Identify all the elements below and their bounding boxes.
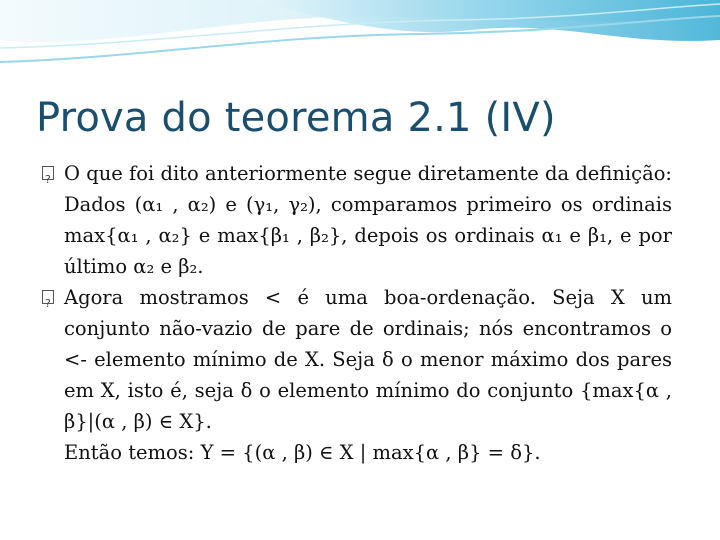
slide-title: Prova do teorema 2.1 (IV): [36, 95, 556, 141]
bullet-icon: [42, 166, 54, 180]
bullet-item: [42, 282, 672, 437]
bullet-text: O que foi dito anteriormente segue diretamente da definição: Dados (α₁ , α₂) e (γ₁, γ₂), comparamos primeiro os ordinais max{α₁ , α₂} e max{β₁ , β₂}, depois os ordinais α₁ e β₁, e por último α₂ e β₂.: [64, 162, 672, 278]
bullet-icon: [42, 290, 54, 304]
slide-body: [42, 158, 672, 468]
continuation-text: Então temos: Y = {(α , β) ∈ X | max{α , β} = δ}.: [64, 441, 541, 464]
bullet-item: [42, 158, 672, 282]
bullet-text: Agora mostramos < é uma boa-ordenação. Seja X um conjunto não-vazio de pare de ordinais; nós encontramos o <- elemento mínimo de X. Seja δ o menor máximo dos pares em X, isto é, seja δ o elemento mínimo do conjunto {max{α , β}|(α , β) ∈ X}.: [64, 286, 672, 433]
header-wave-decoration: [0, 0, 720, 90]
